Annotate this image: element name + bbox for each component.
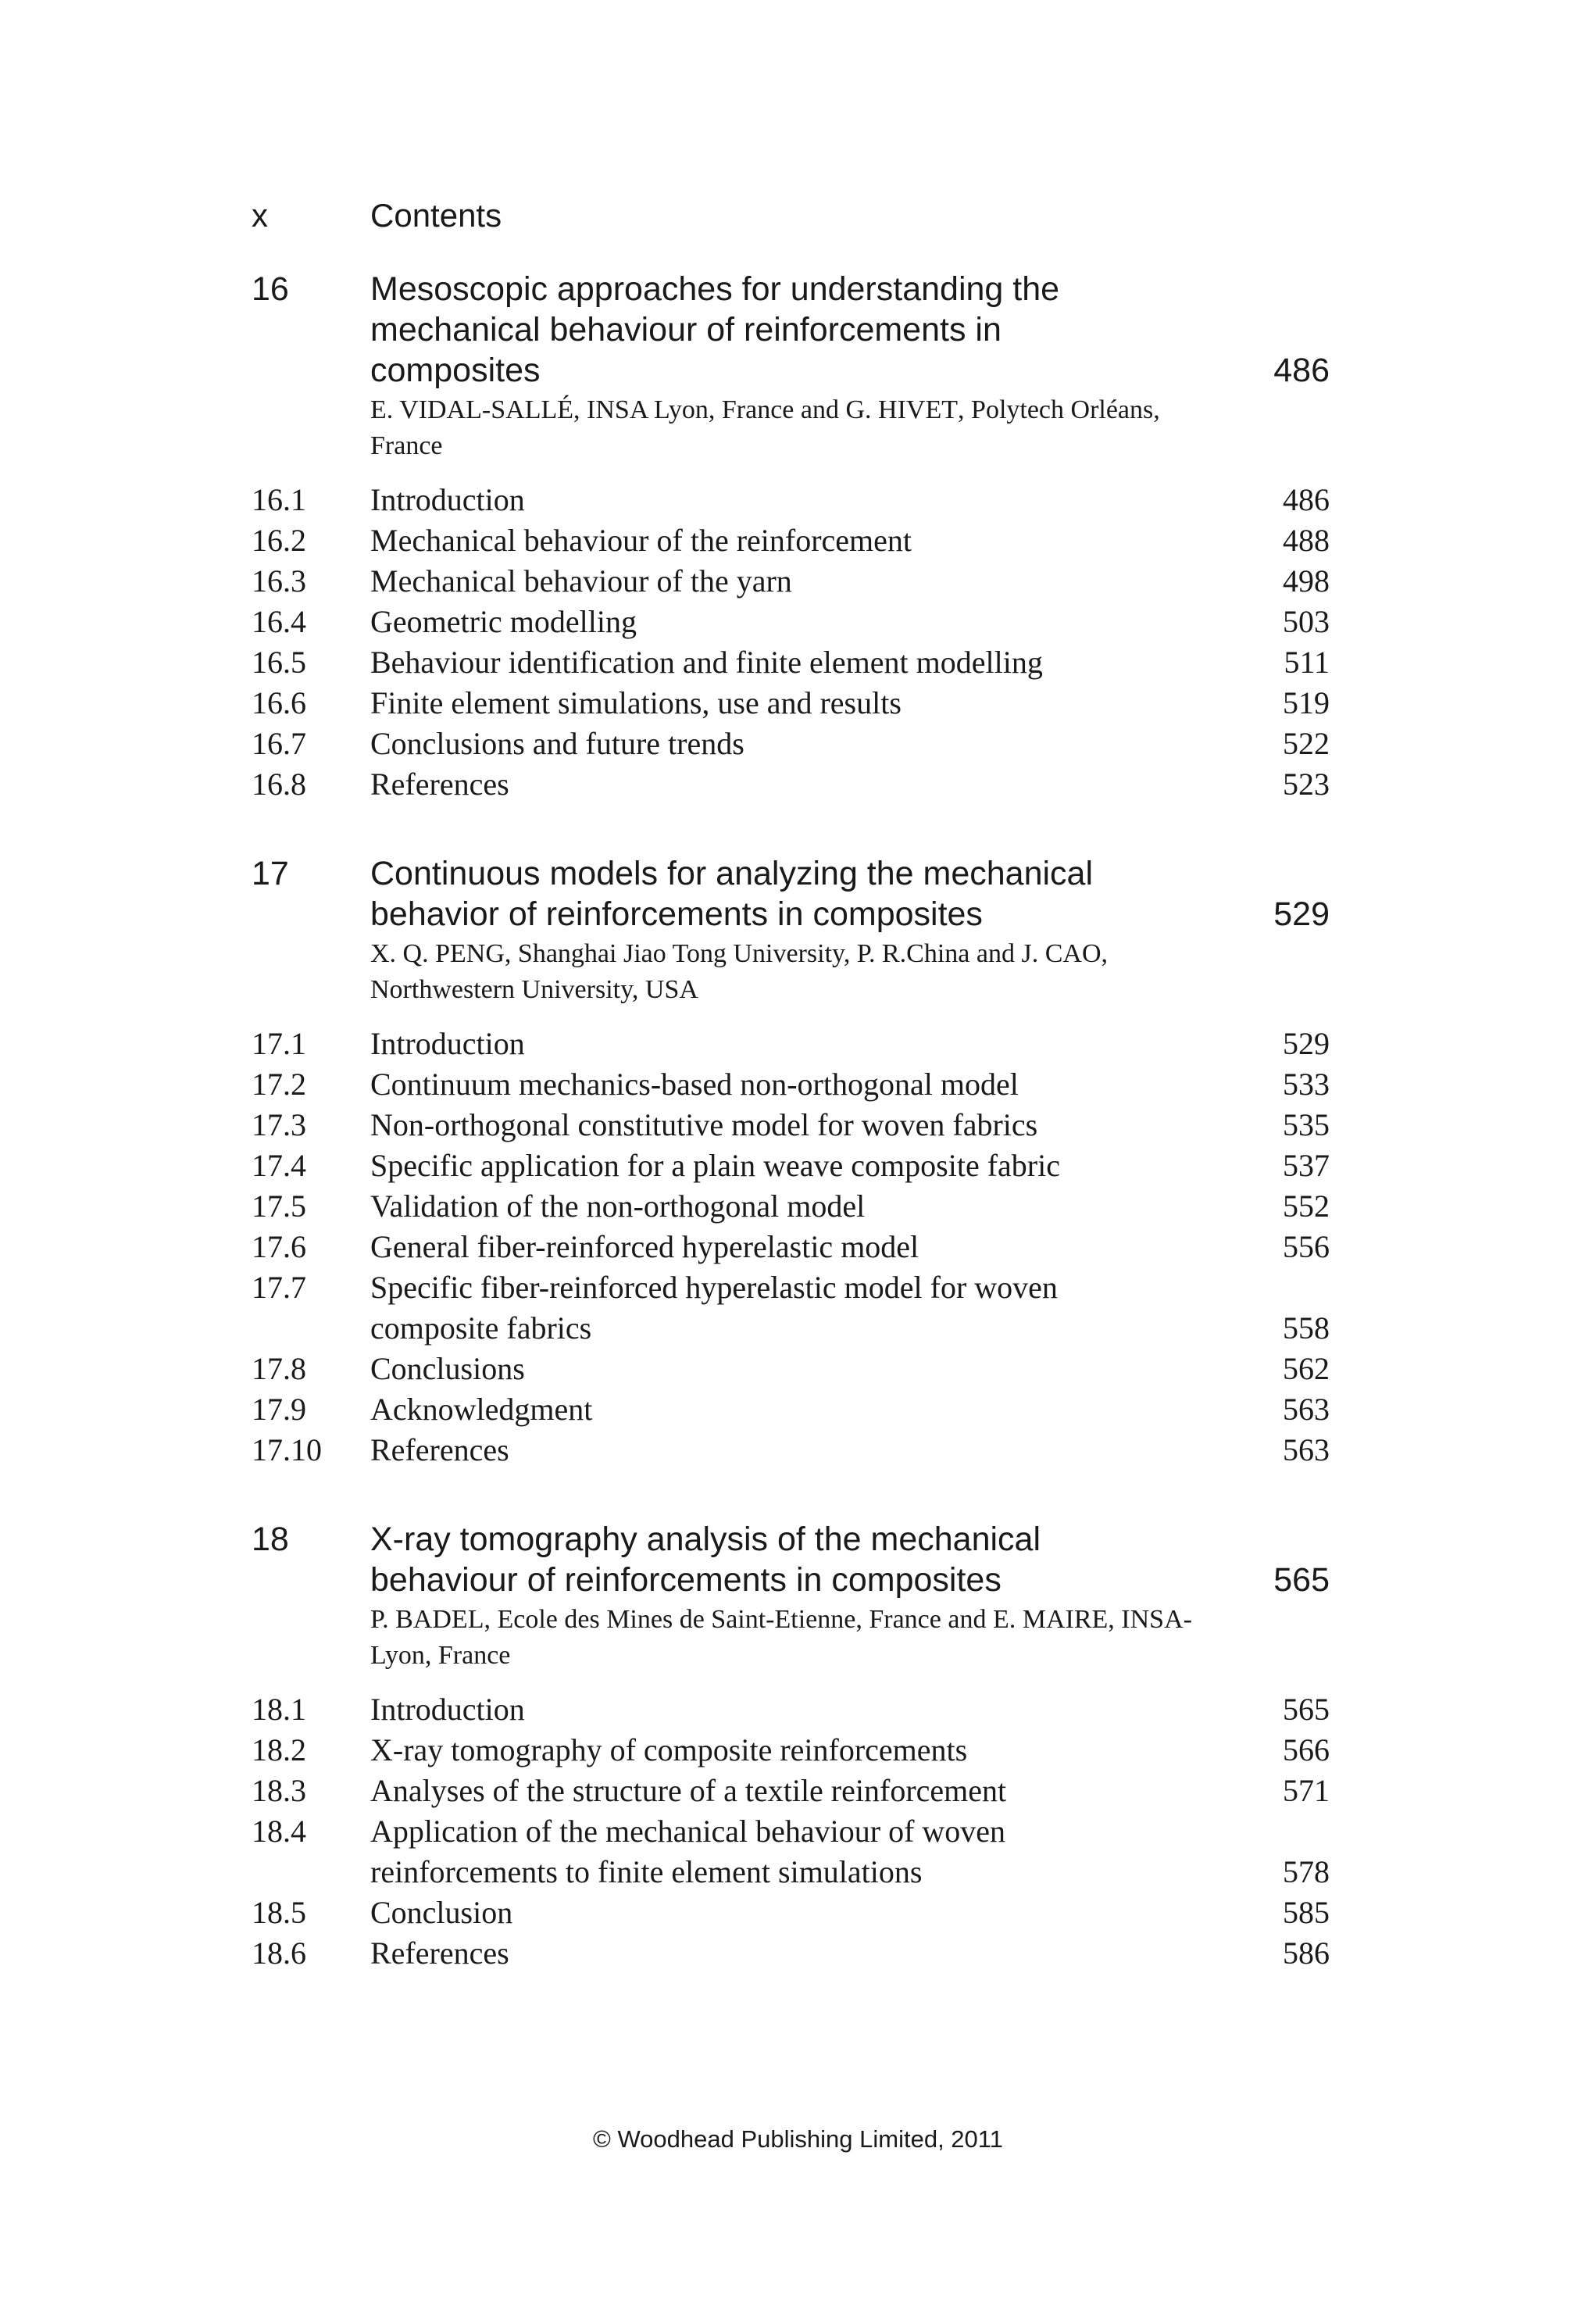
section-entry[interactable]	[252, 1892, 1330, 1933]
author-initial: E.	[370, 395, 400, 424]
section-title: Acknowledgment	[370, 1392, 593, 1427]
section-page-number: 533	[1283, 1067, 1330, 1102]
section-title: Application of the mechanical behaviour of woven reinforcements to finite element simulations	[370, 1814, 1006, 1889]
author-initial: X. Q.	[370, 939, 436, 968]
author-affil: , Northwestern University, USA	[370, 939, 1108, 1004]
section-page-number: 585	[1283, 1895, 1330, 1930]
section-title: Finite element simulations, use and results	[370, 685, 902, 720]
author-surname-rest: ENG	[450, 939, 505, 968]
chapter-page-number: 486	[1273, 352, 1330, 389]
section-entry[interactable]	[252, 1145, 1330, 1186]
section-entry[interactable]	[252, 1933, 1330, 1974]
page-folio: x	[252, 197, 268, 234]
section-page-number: 529	[1283, 1026, 1330, 1061]
section-number: 16.2	[252, 523, 306, 558]
section-number: 16.3	[252, 563, 306, 599]
section-number: 17.8	[252, 1351, 306, 1386]
section-title: General fiber-reinforced hyperelastic model	[370, 1229, 919, 1264]
section-page-number: 522	[1283, 726, 1330, 761]
section-entry[interactable]	[252, 1771, 1330, 1811]
section-number: 17.6	[252, 1229, 306, 1264]
section-title: Conclusion	[370, 1895, 513, 1930]
section-entry[interactable]	[252, 480, 1330, 520]
section-number: 18.2	[252, 1732, 306, 1767]
chapter-page-number: 529	[1273, 895, 1330, 933]
section-page-number: 565	[1283, 1692, 1330, 1727]
chapter-title: Continuous models for analyzing the mechanical behavior of reinforcements in composites	[370, 855, 1094, 933]
section-title: Continuum mechanics-based non-orthogonal model	[370, 1067, 1019, 1102]
section-number: 18.6	[252, 1935, 306, 1971]
section-title: Behaviour identification and finite element modelling	[370, 645, 1043, 680]
author-initial: E.	[992, 1605, 1023, 1634]
section-page-number: 552	[1283, 1188, 1330, 1224]
section-number: 16.5	[252, 645, 306, 680]
chapter-entry	[252, 853, 1330, 1471]
author-surname-first: B	[395, 1605, 413, 1634]
section-entry[interactable]	[252, 1811, 1330, 1892]
section-page-number: 537	[1283, 1148, 1330, 1183]
section-entry[interactable]	[252, 1024, 1330, 1064]
section-number: 16.8	[252, 767, 306, 802]
section-entry[interactable]	[252, 1227, 1330, 1267]
chapter-heading[interactable]	[252, 1519, 1330, 1600]
section-entry[interactable]	[252, 1389, 1330, 1430]
section-number: 18.1	[252, 1692, 306, 1727]
chapter-title: Mesoscopic approaches for understanding the mechanical behaviour of reinforcements in composites	[370, 270, 1060, 389]
section-number: 18.3	[252, 1773, 306, 1808]
section-title: References	[370, 767, 509, 802]
section-page-number: 498	[1283, 563, 1330, 599]
section-page-number: 486	[1283, 482, 1330, 517]
author-initial: J.	[1021, 939, 1045, 968]
section-number: 17.7	[252, 1270, 306, 1305]
author-surname2-rest: ALLÉ	[505, 395, 574, 424]
section-page-number: 563	[1283, 1432, 1330, 1467]
author-surname-rest: AO	[1062, 939, 1101, 968]
section-page-number: 558	[1283, 1310, 1330, 1346]
section-entry[interactable]	[252, 1267, 1330, 1349]
section-entry[interactable]	[252, 683, 1330, 724]
section-page-number: 578	[1283, 1854, 1330, 1889]
section-number: 17.4	[252, 1148, 306, 1183]
section-entry[interactable]	[252, 724, 1330, 764]
author-affil: , Ecole des Mines de Saint-Etienne, France and	[484, 1605, 993, 1634]
copyright-footer: © Woodhead Publishing Limited, 2011	[593, 2125, 1003, 2153]
section-number: 16.1	[252, 482, 306, 517]
section-entry[interactable]	[252, 642, 1330, 683]
section-number: 17.2	[252, 1067, 306, 1102]
section-title: Analyses of the structure of a textile reinforcement	[370, 1773, 1007, 1808]
chapter-number: 16	[252, 270, 289, 308]
section-title: Specific application for a plain weave composite fabric	[370, 1148, 1060, 1183]
section-entry[interactable]	[252, 1730, 1330, 1771]
chapter-authors	[370, 1602, 1214, 1674]
section-entry[interactable]	[252, 1105, 1330, 1145]
section-title: Validation of the non-orthogonal model	[370, 1188, 866, 1224]
chapter-authors	[370, 392, 1214, 464]
section-number: 16.7	[252, 726, 306, 761]
running-head-title: Contents	[370, 197, 502, 234]
section-title: Conclusions and future trends	[370, 726, 744, 761]
author-surname-rest: ADEL	[412, 1605, 484, 1634]
chapter-page-number: 565	[1273, 1561, 1330, 1599]
section-number: 17.3	[252, 1107, 306, 1142]
table-of-contents	[252, 269, 1330, 1978]
author-surname-rest: AIRE	[1045, 1605, 1109, 1634]
author-initial: G.	[845, 395, 879, 424]
chapter-title: X-ray tomography analysis of the mechanical behaviour of reinforcements in composites	[370, 1521, 1041, 1599]
section-page-number: 562	[1283, 1351, 1330, 1386]
section-page-number: 563	[1283, 1392, 1330, 1427]
section-number: 18.5	[252, 1895, 306, 1930]
section-entry[interactable]	[252, 1064, 1330, 1105]
author-surname-first: V	[399, 395, 419, 424]
section-title: References	[370, 1432, 509, 1467]
author-surname-rest: IDAL	[418, 395, 482, 424]
section-number: 17.5	[252, 1188, 306, 1224]
chapter-number: 18	[252, 1521, 289, 1558]
author-sep: -	[481, 395, 491, 424]
section-entry[interactable]	[252, 1186, 1330, 1227]
author-affil: , INSA-Lyon, France	[370, 1605, 1192, 1670]
section-title: Geometric modelling	[370, 604, 637, 639]
chapter-entry	[252, 269, 1330, 805]
section-title: Conclusions	[370, 1351, 525, 1386]
author-surname-first: H	[878, 395, 898, 424]
section-entry[interactable]	[252, 1349, 1330, 1389]
section-entry[interactable]	[252, 1430, 1330, 1471]
chapter-number: 17	[252, 855, 289, 892]
chapter-heading[interactable]	[252, 853, 1330, 935]
section-page-number: 566	[1283, 1732, 1330, 1767]
section-page-number: 571	[1283, 1773, 1330, 1808]
section-number: 17.10	[252, 1432, 322, 1467]
section-page-number: 511	[1284, 645, 1330, 680]
author-affil: , INSA Lyon, France and	[573, 395, 846, 424]
section-title: Mechanical behaviour of the reinforcement	[370, 523, 912, 558]
author-surname-first: M	[1022, 1605, 1046, 1634]
chapter-authors	[370, 936, 1214, 1008]
section-page-number: 586	[1283, 1935, 1330, 1971]
author-surname-rest: IVET	[897, 395, 959, 424]
author-affil: , Shanghai Jiao Tong University, P. R.China and	[504, 939, 1022, 968]
section-page-number: 535	[1283, 1107, 1330, 1142]
section-entry[interactable]	[252, 764, 1330, 805]
section-entry[interactable]	[252, 561, 1330, 602]
author-surname2-first: S	[491, 395, 506, 424]
section-title: Mechanical behaviour of the yarn	[370, 563, 792, 599]
section-title: Introduction	[370, 1026, 525, 1061]
section-entry[interactable]	[252, 1689, 1330, 1730]
section-number: 16.4	[252, 604, 306, 639]
section-entry[interactable]	[252, 602, 1330, 642]
author-affil: , Polytech Orléans, France	[370, 395, 1160, 460]
section-title: Introduction	[370, 1692, 525, 1727]
section-title: Introduction	[370, 482, 525, 517]
section-number: 16.6	[252, 685, 306, 720]
section-page-number: 556	[1283, 1229, 1330, 1264]
section-title: Non-orthogonal constitutive model for woven fabrics	[370, 1107, 1038, 1142]
section-page-number: 519	[1283, 685, 1330, 720]
chapter-entry	[252, 1519, 1330, 1974]
section-title: X-ray tomography of composite reinforcements	[370, 1732, 968, 1767]
section-page-number: 523	[1283, 767, 1330, 802]
section-title: Specific fiber-reinforced hyperelastic model for woven composite fabrics	[370, 1270, 1058, 1346]
section-title: References	[370, 1935, 509, 1971]
author-surname-first: P	[435, 939, 451, 968]
section-page-number: 503	[1283, 604, 1330, 639]
section-number: 18.4	[252, 1814, 306, 1849]
author-initial: P.	[370, 1605, 396, 1634]
section-entry[interactable]	[252, 520, 1330, 561]
section-page-number: 488	[1283, 523, 1330, 558]
author-surname-first: C	[1044, 939, 1063, 968]
section-number: 17.1	[252, 1026, 306, 1061]
section-number: 17.9	[252, 1392, 306, 1427]
chapter-heading[interactable]	[252, 269, 1330, 391]
